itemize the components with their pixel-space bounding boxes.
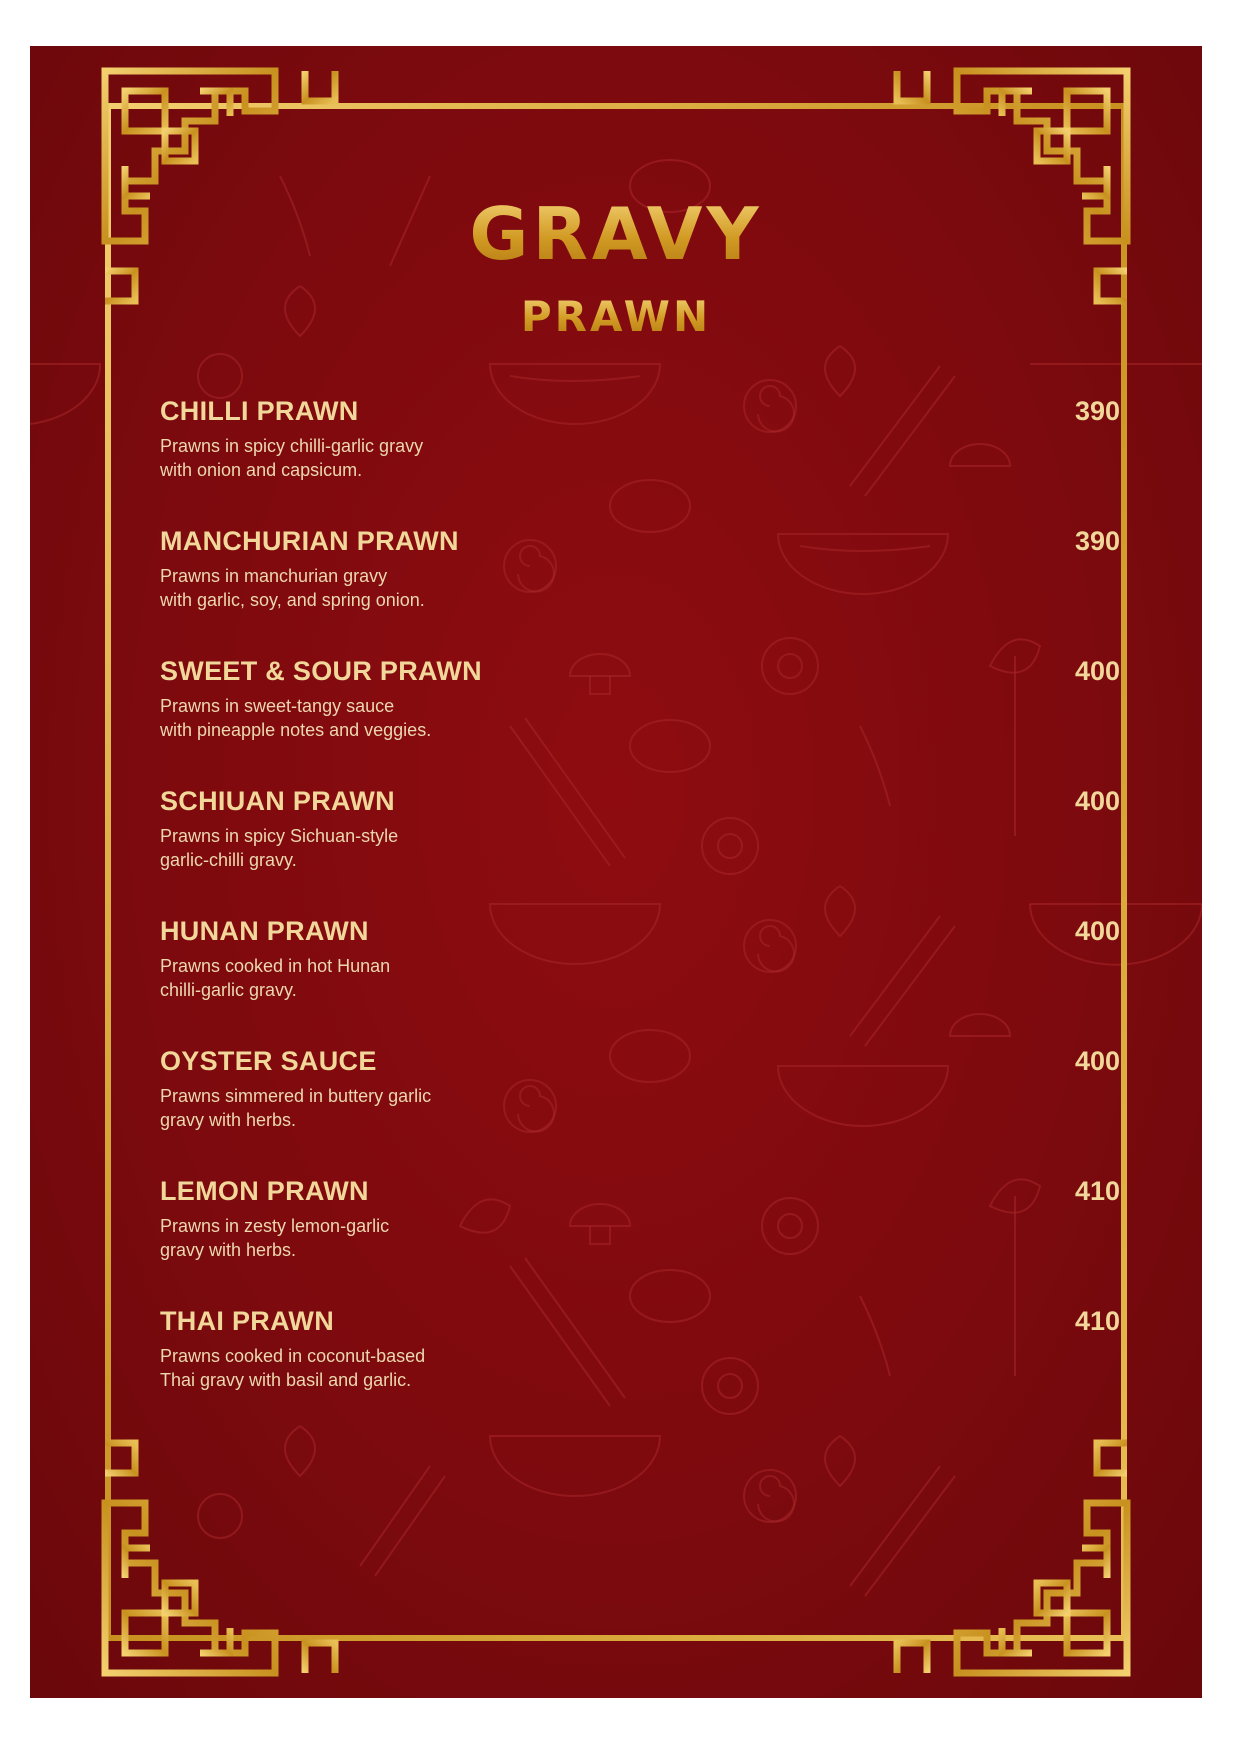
menu-item	[160, 786, 1120, 916]
item-price: 390	[1074, 526, 1120, 556]
item-name: LEMON PRAWN	[160, 1176, 369, 1206]
item-description-line-2: Thai gravy with basil and garlic.	[160, 1370, 412, 1390]
item-description	[160, 564, 425, 612]
item-description	[160, 824, 398, 872]
item-name: CHILLI PRAWN	[160, 396, 359, 426]
menu-title: GRAVY	[30, 192, 1202, 276]
item-price: 400	[1074, 1046, 1120, 1076]
item-description-line-1: Prawns in manchurian gravy	[160, 566, 388, 586]
item-description-line-2: with pineapple notes and veggies.	[160, 720, 432, 740]
item-name: HUNAN PRAWN	[160, 916, 369, 946]
item-description	[160, 1084, 431, 1132]
item-description-line-2: chilli-garlic gravy.	[160, 980, 297, 1000]
item-description	[160, 434, 423, 482]
item-description-line-1: Prawns cooked in hot Hunan	[160, 956, 391, 976]
menu-item	[160, 656, 1120, 786]
item-price: 390	[1074, 396, 1120, 426]
item-description-line-2: garlic-chilli gravy.	[160, 850, 297, 870]
menu-item	[160, 526, 1120, 656]
item-price: 400	[1074, 916, 1120, 946]
item-name: THAI PRAWN	[160, 1306, 334, 1336]
item-description-line-1: Prawns in zesty lemon-garlic	[160, 1216, 390, 1236]
menu-item	[160, 916, 1120, 1046]
item-description-line-2: with garlic, soy, and spring onion.	[160, 590, 425, 610]
item-price: 410	[1074, 1306, 1120, 1336]
item-description	[160, 954, 390, 1002]
item-name: SWEET & SOUR PRAWN	[160, 656, 482, 686]
item-price: 400	[1074, 656, 1120, 686]
item-name: MANCHURIAN PRAWN	[160, 526, 459, 556]
menu-page	[30, 46, 1202, 1698]
item-description	[160, 1344, 425, 1392]
item-description-line-2: gravy with herbs.	[160, 1110, 297, 1130]
item-price: 400	[1074, 786, 1120, 816]
menu-item	[160, 1176, 1120, 1306]
item-description-line-1: Prawns in spicy chilli-garlic gravy	[160, 436, 424, 456]
item-description-line-1: Prawns cooked in coconut-based	[160, 1346, 426, 1366]
item-description-line-1: Prawns in sweet-tangy sauce	[160, 696, 395, 716]
menu-item	[160, 396, 1120, 526]
item-description	[160, 694, 431, 742]
item-description-line-2: gravy with herbs.	[160, 1240, 297, 1260]
menu-item	[160, 1046, 1120, 1176]
menu-item	[160, 1306, 1120, 1436]
item-name: SCHIUAN PRAWN	[160, 786, 395, 816]
menu-subtitle: PRAWN	[30, 292, 1202, 341]
item-description-line-2: with onion and capsicum.	[160, 460, 363, 480]
menu-item-list	[160, 396, 1120, 1436]
item-description-line-1: Prawns simmered in buttery garlic	[160, 1086, 432, 1106]
item-name: OYSTER SAUCE	[160, 1046, 377, 1076]
item-description	[160, 1214, 389, 1262]
item-description-line-1: Prawns in spicy Sichuan-style	[160, 826, 399, 846]
item-price: 410	[1074, 1176, 1120, 1206]
